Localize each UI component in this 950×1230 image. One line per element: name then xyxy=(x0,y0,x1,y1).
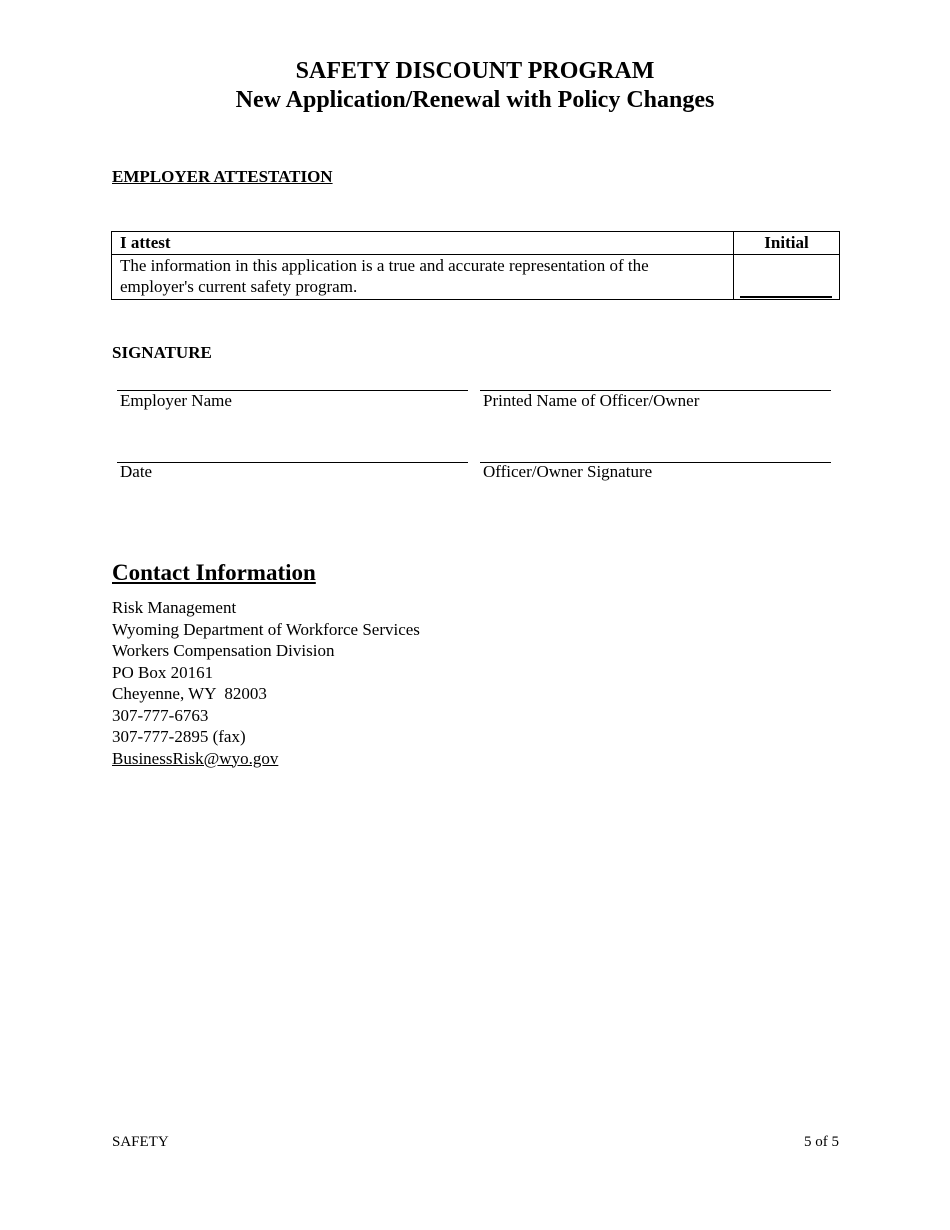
contact-fax: 307-777-2895 (fax) xyxy=(112,727,246,746)
initial-blank-line xyxy=(740,296,832,298)
date-line[interactable] xyxy=(117,462,468,463)
contact-heading: Contact Information xyxy=(112,560,316,585)
attest-header: I attest xyxy=(112,232,734,255)
signature-heading: SIGNATURE xyxy=(112,343,212,362)
contact-line: Risk Management xyxy=(112,598,237,617)
footer-label: SAFETY xyxy=(112,1134,169,1150)
contact-block xyxy=(112,597,420,769)
attest-statement: The information in this application is a true and accurate representation of the employer's current safety program. xyxy=(112,255,734,300)
attestation-table xyxy=(111,231,840,300)
page-subtitle: New Application/Renewal with Policy Changes xyxy=(235,87,715,113)
contact-line: Wyoming Department of Workforce Services xyxy=(112,619,420,639)
initial-header: Initial xyxy=(734,232,840,255)
page-number: 5 of 5 xyxy=(804,1134,839,1150)
attestation-heading: EMPLOYER ATTESTATION xyxy=(112,167,333,186)
page-title: SAFETY DISCOUNT PROGRAM xyxy=(295,58,655,84)
employer-name-label: Employer Name xyxy=(120,391,232,410)
initial-field[interactable] xyxy=(734,255,840,300)
contact-phone: 307-777-6763 xyxy=(112,705,209,725)
officer-signature-label: Officer/Owner Signature xyxy=(483,462,653,481)
contact-email-link[interactable]: BusinessRisk@wyo.gov xyxy=(112,748,279,768)
printed-name-label: Printed Name of Officer/Owner xyxy=(483,391,700,410)
contact-line: PO Box 20161 xyxy=(112,662,214,682)
contact-line: Workers Compensation Division xyxy=(112,641,335,660)
date-label: Date xyxy=(120,462,153,481)
contact-line: Cheyenne, WY 82003 xyxy=(112,684,267,703)
